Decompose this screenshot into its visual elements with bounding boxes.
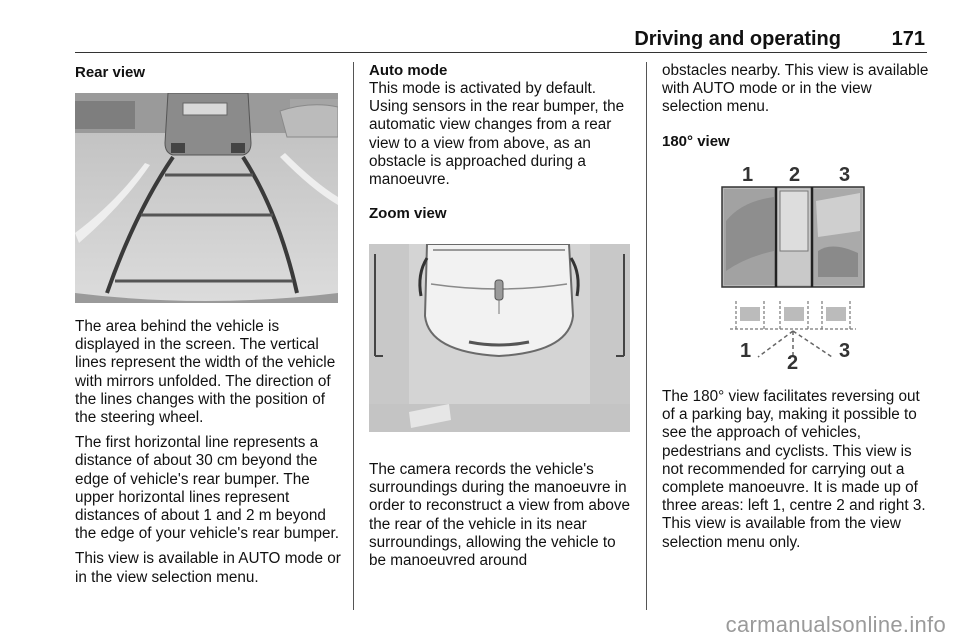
zoom-view-illustration: [369, 244, 630, 432]
rear-camera-illustration: [75, 93, 338, 303]
column-3: [662, 62, 930, 153]
fig-bottom-label-2: 2: [787, 352, 799, 373]
zoom-view-paragraph: The camera records the vehicle's surroundings during the manoeuvre in order to reconstruct a view from above the rear of the vehicle in its near surroundings, allowing the vehicle to be manoeuvred around: [369, 461, 631, 570]
page-header: [75, 26, 927, 53]
rear-view-heading: Rear view: [75, 64, 146, 81]
column-divider-2: [646, 62, 647, 610]
180-view-paragraph: The 180° view facilitates reversing out of a parking bay, making it possible to see the approach of vehicles, pedestrians and cyclists. This view is not recommended for carrying out a complete manoeuvre. It is made up of three areas: left 1, centre 2 and right 3. This view is available from the view selection menu only.: [662, 388, 926, 551]
watermark: carmanualsonline.info: [725, 612, 946, 637]
zoom-view-image: [369, 244, 630, 432]
column-2: [369, 62, 635, 225]
rear-view-paragraph-2: The first horizontal line represents a distance of about 30 cm beyond the edge of vehicle's rear bumper. The upper horizontal lines represent distances of about 1 and 2 m beyond the edge of your vehicle's rear bumper.: [75, 434, 339, 543]
auto-mode-heading: Auto mode: [369, 62, 448, 79]
section-title: Driving and operating: [634, 28, 841, 50]
180-view-heading: 180° view: [662, 132, 730, 150]
rear-view-paragraph-1: The area behind the vehicle is displayed in the screen. The vertical lines represent the width of the vehicle with mirrors unfolded. The direction of the lines changes with the position of the steering wheel.: [75, 318, 336, 427]
fig-top-label-2: 2: [789, 164, 801, 186]
zoom-view-heading: Zoom view: [369, 205, 447, 223]
auto-mode-paragraph: This mode is activated by default. Using sensors in the rear bumper, the automatic view changes from a rear view to a view from above, as an obstacle is approached during a manoeuvre.: [369, 80, 625, 189]
180-view-figure: [662, 161, 925, 373]
column-divider-1: [353, 62, 354, 610]
180-view-text: [662, 388, 930, 552]
continued-paragraph: obstacles nearby. This view is available with AUTO mode or in the view selection menu.: [662, 62, 929, 116]
page-number: 171: [891, 28, 925, 50]
zoom-view-text: [369, 461, 635, 570]
180-view-illustration: [662, 161, 925, 373]
fig-bottom-label-1: 1: [740, 340, 752, 362]
rear-view-paragraph-3: This view is available in AUTO mode or in the view selection menu.: [75, 550, 341, 586]
fig-top-label-1: 1: [742, 164, 754, 186]
rear-view-text: [75, 318, 345, 587]
fig-top-label-3: 3: [839, 164, 851, 186]
rear-view-image: [75, 93, 338, 303]
column-1: [75, 62, 343, 84]
fig-bottom-label-3: 3: [839, 340, 851, 362]
